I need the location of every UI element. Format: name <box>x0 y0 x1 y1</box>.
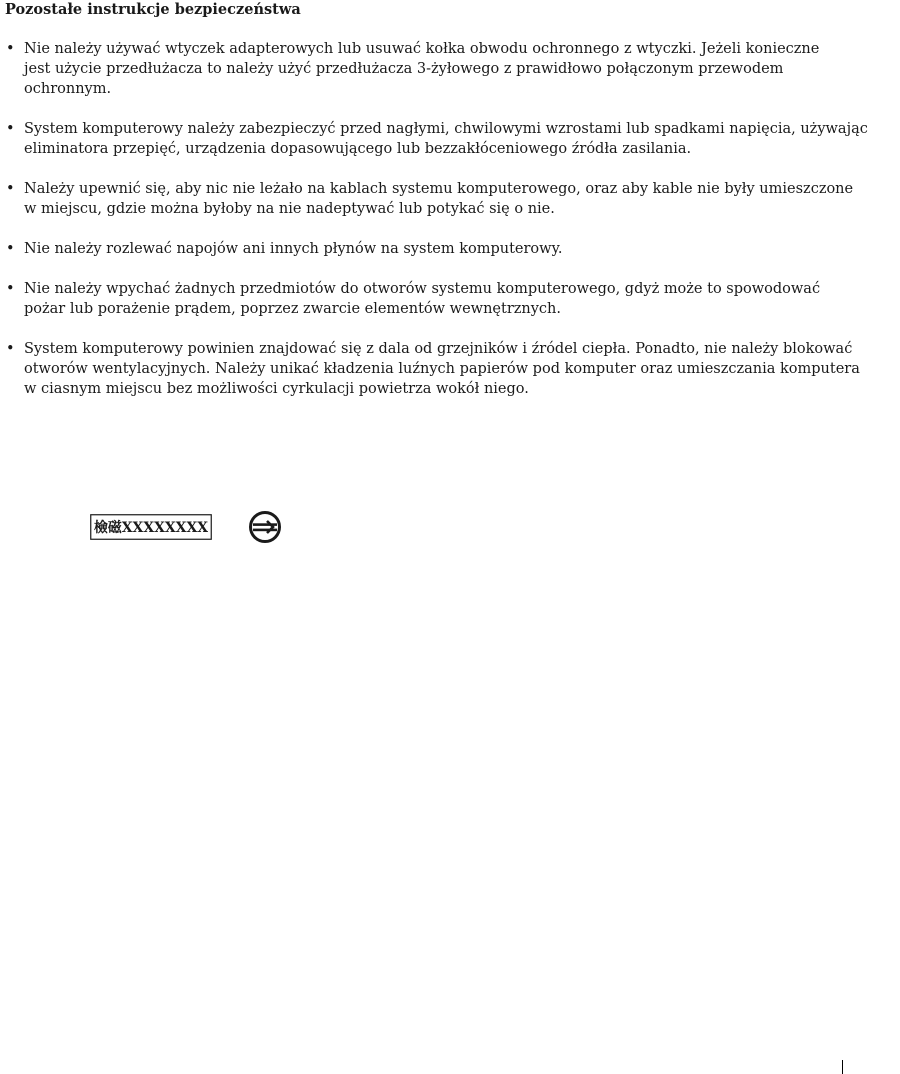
text-line: System komputerowy powinien znajdować się z dala od grzejników i źródel ciepła. Ponadto, nie należy blokować <box>24 341 853 357</box>
bullet-icon: • <box>6 41 15 57</box>
text-line: Należy upewnić się, aby nic nie leżało na kablach systemu komputerowego, oraz aby kable nie były umieszczone <box>24 181 854 197</box>
bsmi-label: 檢磁XXXXXXXX <box>94 520 209 536</box>
text-line: eliminatora przepięć, urządzenia dopasowującego lub bezzakłóceniowego źródła zasilania. <box>24 141 692 157</box>
list-item-text <box>24 119 868 159</box>
list-item-text <box>24 39 820 99</box>
text-line: Nie należy wpychać żadnych przedmiotów do otworów systemu komputerowego, gdyż może to spowodować <box>24 281 821 297</box>
text-line: Nie należy rozlewać napojów ani innych płynów na system komputerowy. <box>24 241 563 257</box>
bullet-icon: • <box>6 121 15 137</box>
list-item-text <box>24 239 804 259</box>
text-line: jest użycie przedłużacza to należy użyć przedłużacza 3-żyłowego z prawidłowo połączonym przewodem <box>24 61 784 77</box>
page-margin-rule <box>842 1060 843 1074</box>
bullet-icon: • <box>6 241 15 257</box>
list-item-text <box>24 279 821 319</box>
bullet-icon: • <box>6 281 15 297</box>
text-line: otworów wentylacyjnych. Należy unikać kładzenia luźnych papierów pod komputer oraz umieszczania komputera <box>24 361 860 377</box>
text-line: ochronnym. <box>24 81 112 97</box>
bsmi-circle-logo-icon <box>248 510 282 544</box>
text-line: Nie należy używać wtyczek adapterowych lub usuwać kołka obwodu ochronnego z wtyczki. Jeżeli konieczne <box>24 41 820 57</box>
text-line: w miejscu, gdzie można byłoby na nie nadeptywać lub potykać się o nie. <box>24 201 555 217</box>
text-line: pożar lub porażenie prądem, poprzez zwarcie elementów wewnętrznych. <box>24 301 562 317</box>
page-title: Pozostałe instrukcje bezpieczeństwa <box>5 1 301 18</box>
text-line: w ciasnym miejscu bez możliwości cyrkulacji powietrza wokół niego. <box>24 381 529 397</box>
text-line: System komputerowy należy zabezpieczyć przed nagłymi, chwilowymi wzrostami lub spadkami napięcia, używając <box>24 121 868 137</box>
bsmi-certification-mark-icon <box>90 514 212 540</box>
list-item-text <box>24 339 860 399</box>
bullet-icon: • <box>6 341 15 357</box>
list-item-text <box>24 179 854 219</box>
bullet-icon: • <box>6 181 15 197</box>
